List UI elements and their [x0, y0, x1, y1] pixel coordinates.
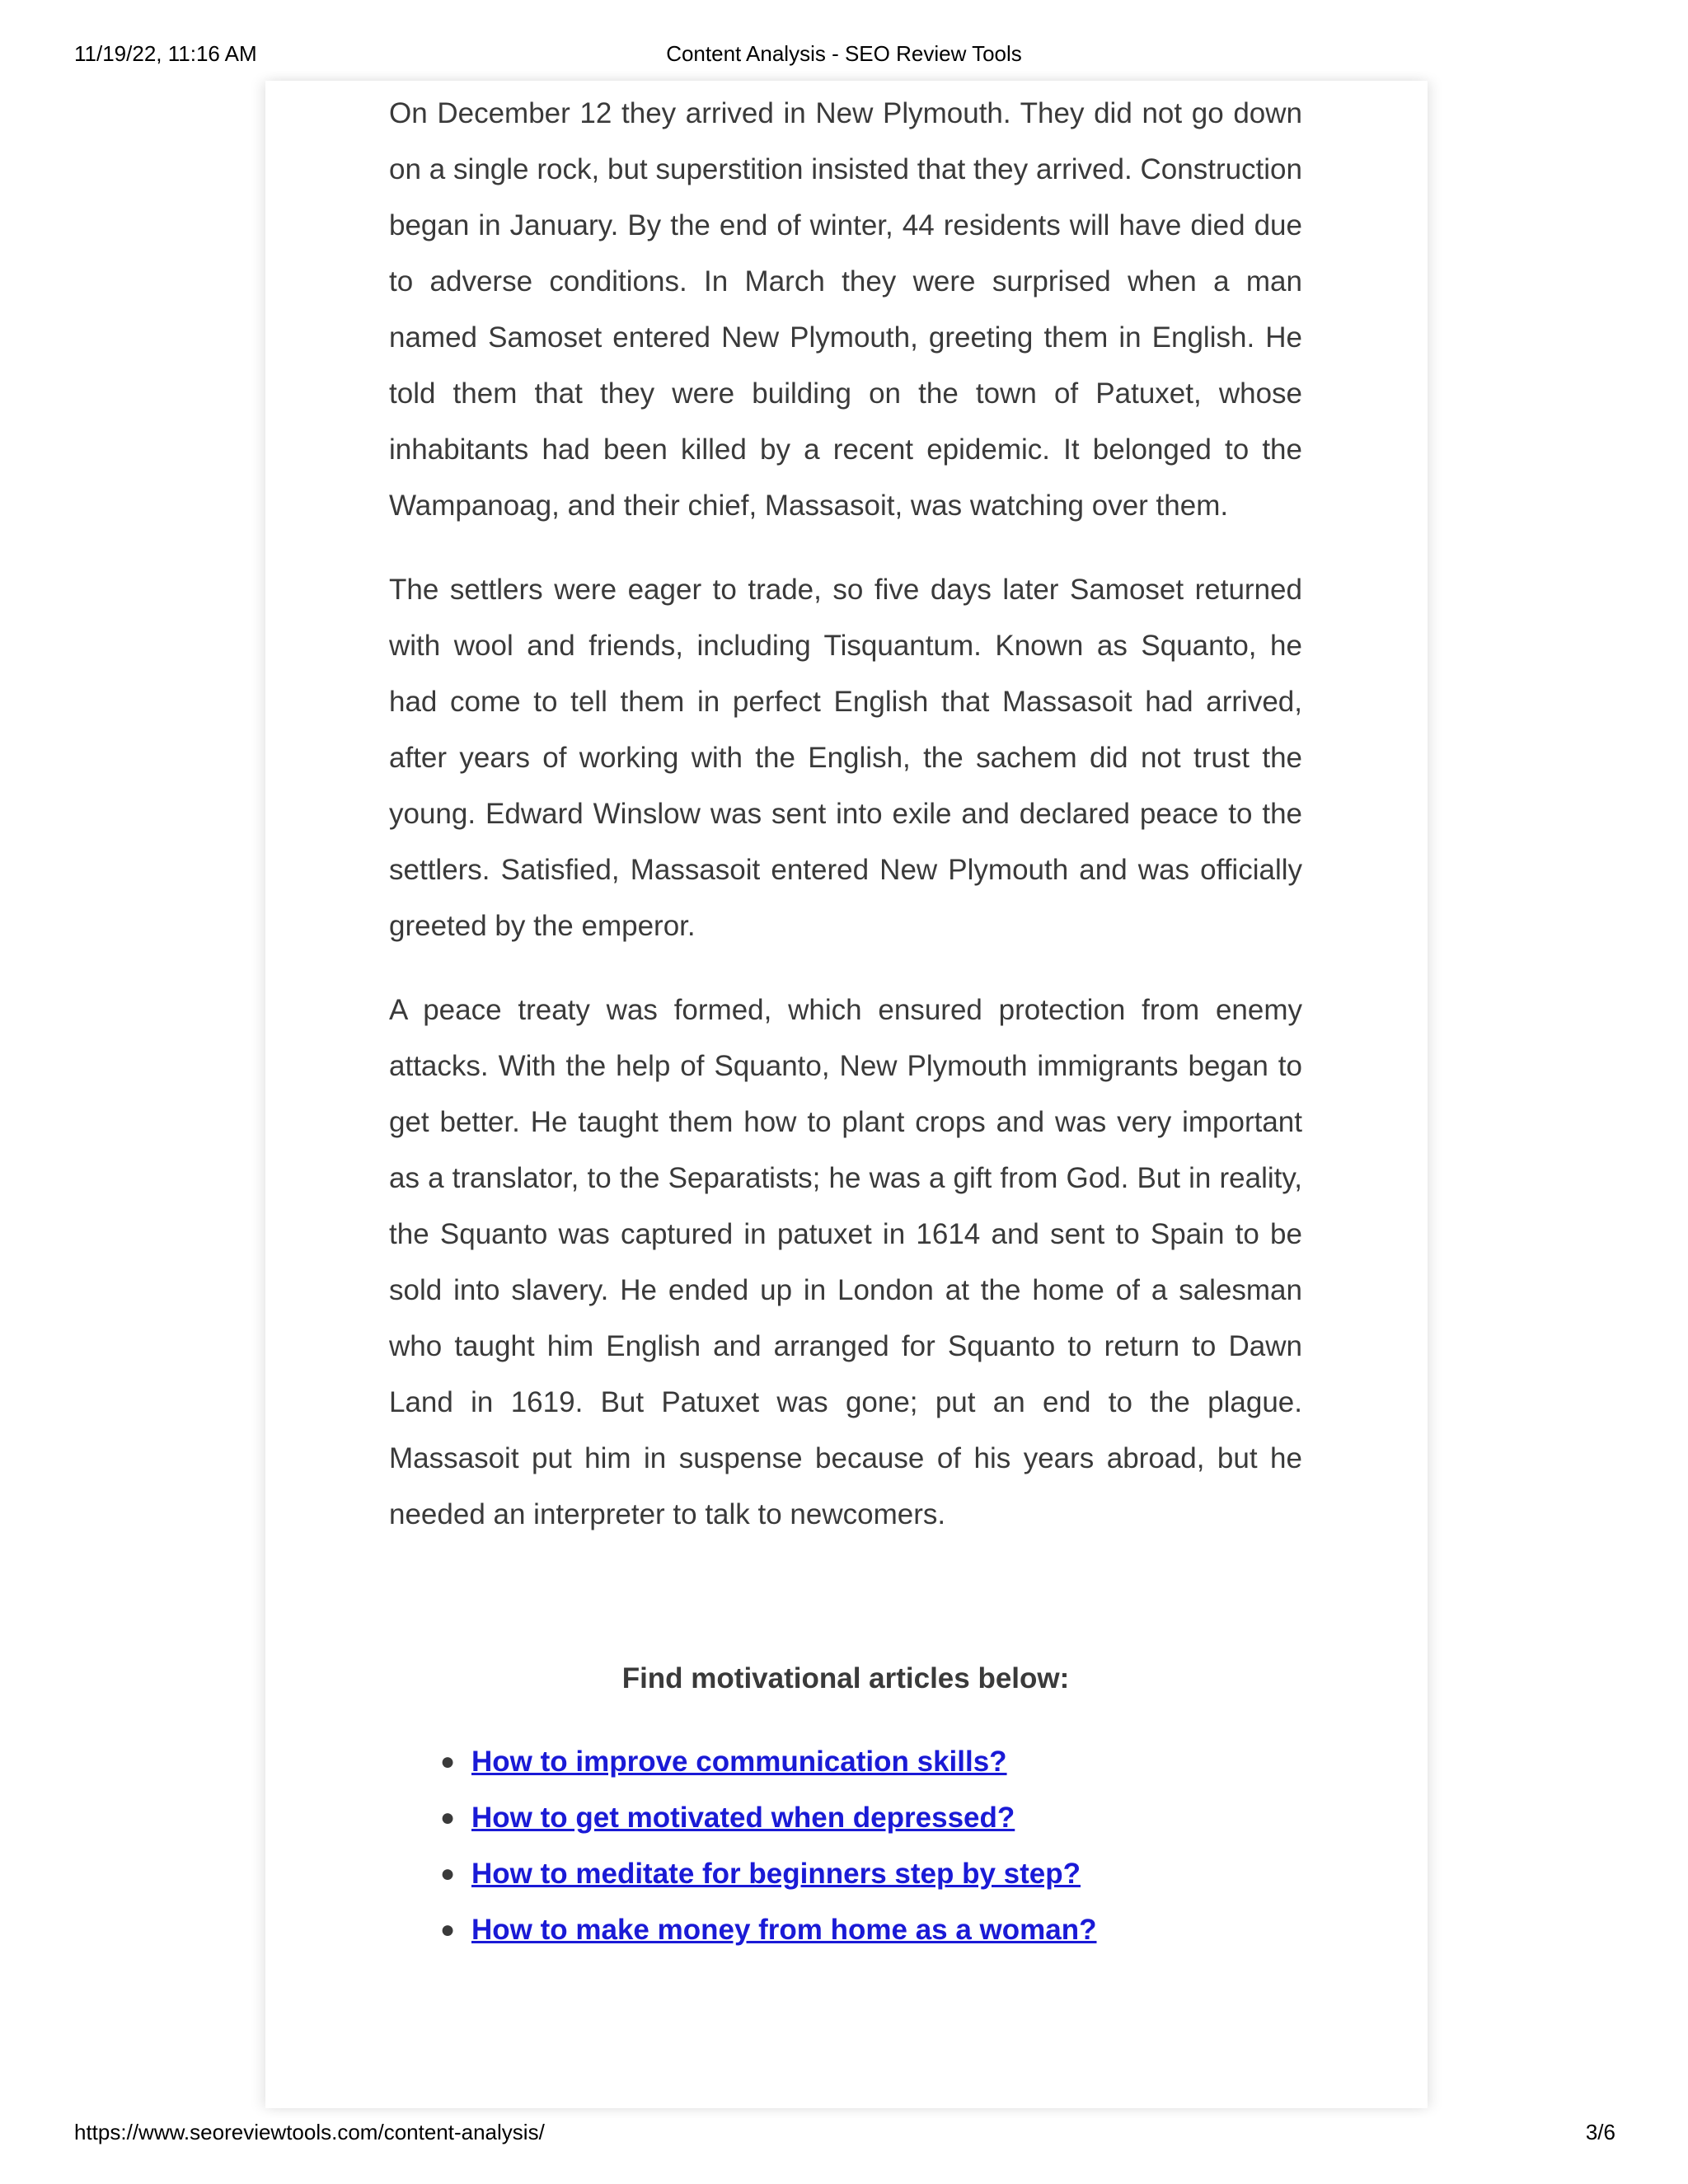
bullet-icon: ●: [440, 1748, 456, 1775]
content-card: [265, 81, 1428, 2108]
article-paragraph: The settlers were eager to trade, so five days later Samoset returned with wool and friends, including Tisquantum. Known as Squanto, he had come to tell them in perfect English that Massasoit had arrived, after years of working with the English, the sachem did not trust the young. Edward Winslow was sent into exile and declared peace to the settlers. Satisfied, Massasoit entered New Plymouth and was officially greeted by the emperor.: [389, 574, 1302, 942]
print-header: [0, 40, 1688, 73]
article-link[interactable]: How to make money from home as a woman?: [471, 1914, 1097, 1946]
print-page-title: Content Analysis - SEO Review Tools: [666, 41, 1022, 66]
article-paragraph: A peace treaty was formed, which ensured protection from enemy attacks. With the help of Squanto, New Plymouth immigrants began to get better. He taught them how to plant crops and was very important as a translator, to the Separatists; he was a gift from God. But in reality, the Squanto was captured in patuxet in 1614 and sent to Spain to be sold into slavery. He ended up in London at the home of a salesman who taught him English and arranged for Squanto to return to Dawn Land in 1619. But Patuxet was gone; put an end to the plague. Massasoit put him in suspense because of his years abroad, but he needed an interpreter to talk to newcomers.: [389, 994, 1302, 1530]
bullet-icon: ●: [440, 1804, 456, 1831]
article-link[interactable]: How to improve communication skills?: [471, 1746, 1007, 1778]
list-item: [440, 1734, 1302, 1790]
print-datetime: 11/19/22, 11:16 AM: [74, 41, 257, 66]
article-link[interactable]: How to get motivated when depressed?: [471, 1802, 1015, 1834]
article-link[interactable]: How to meditate for beginners step by step?: [471, 1858, 1081, 1890]
print-footer: [0, 2118, 1688, 2151]
article-content: [389, 81, 1302, 1958]
bullet-icon: ●: [440, 1916, 456, 1943]
motivational-links-list: [389, 1734, 1302, 1958]
bullet-icon: ●: [440, 1860, 456, 1887]
list-item: [440, 1846, 1302, 1902]
print-url: https://www.seoreviewtools.com/content-analysis/: [74, 2120, 545, 2144]
article-paragraph: On December 12 they arrived in New Plymouth. They did not go down on a single rock, but superstition insisted that they arrived. Construction began in January. By the end of winter, 44 residents will have died due to adverse conditions. In March they were surprised when a man named Samoset entered New Plymouth, greeting them in English. He told them that they were building on the town of Patuxet, whose inhabitants had been killed by a recent epidemic. It belonged to the Wampanoag, and their chief, Massasoit, was watching over them.: [389, 97, 1302, 522]
print-page-number: 3/6: [1585, 2120, 1615, 2144]
motivational-heading: Find motivational articles below:: [621, 1662, 1070, 1694]
list-item: [440, 1902, 1302, 1958]
list-item: [440, 1790, 1302, 1846]
